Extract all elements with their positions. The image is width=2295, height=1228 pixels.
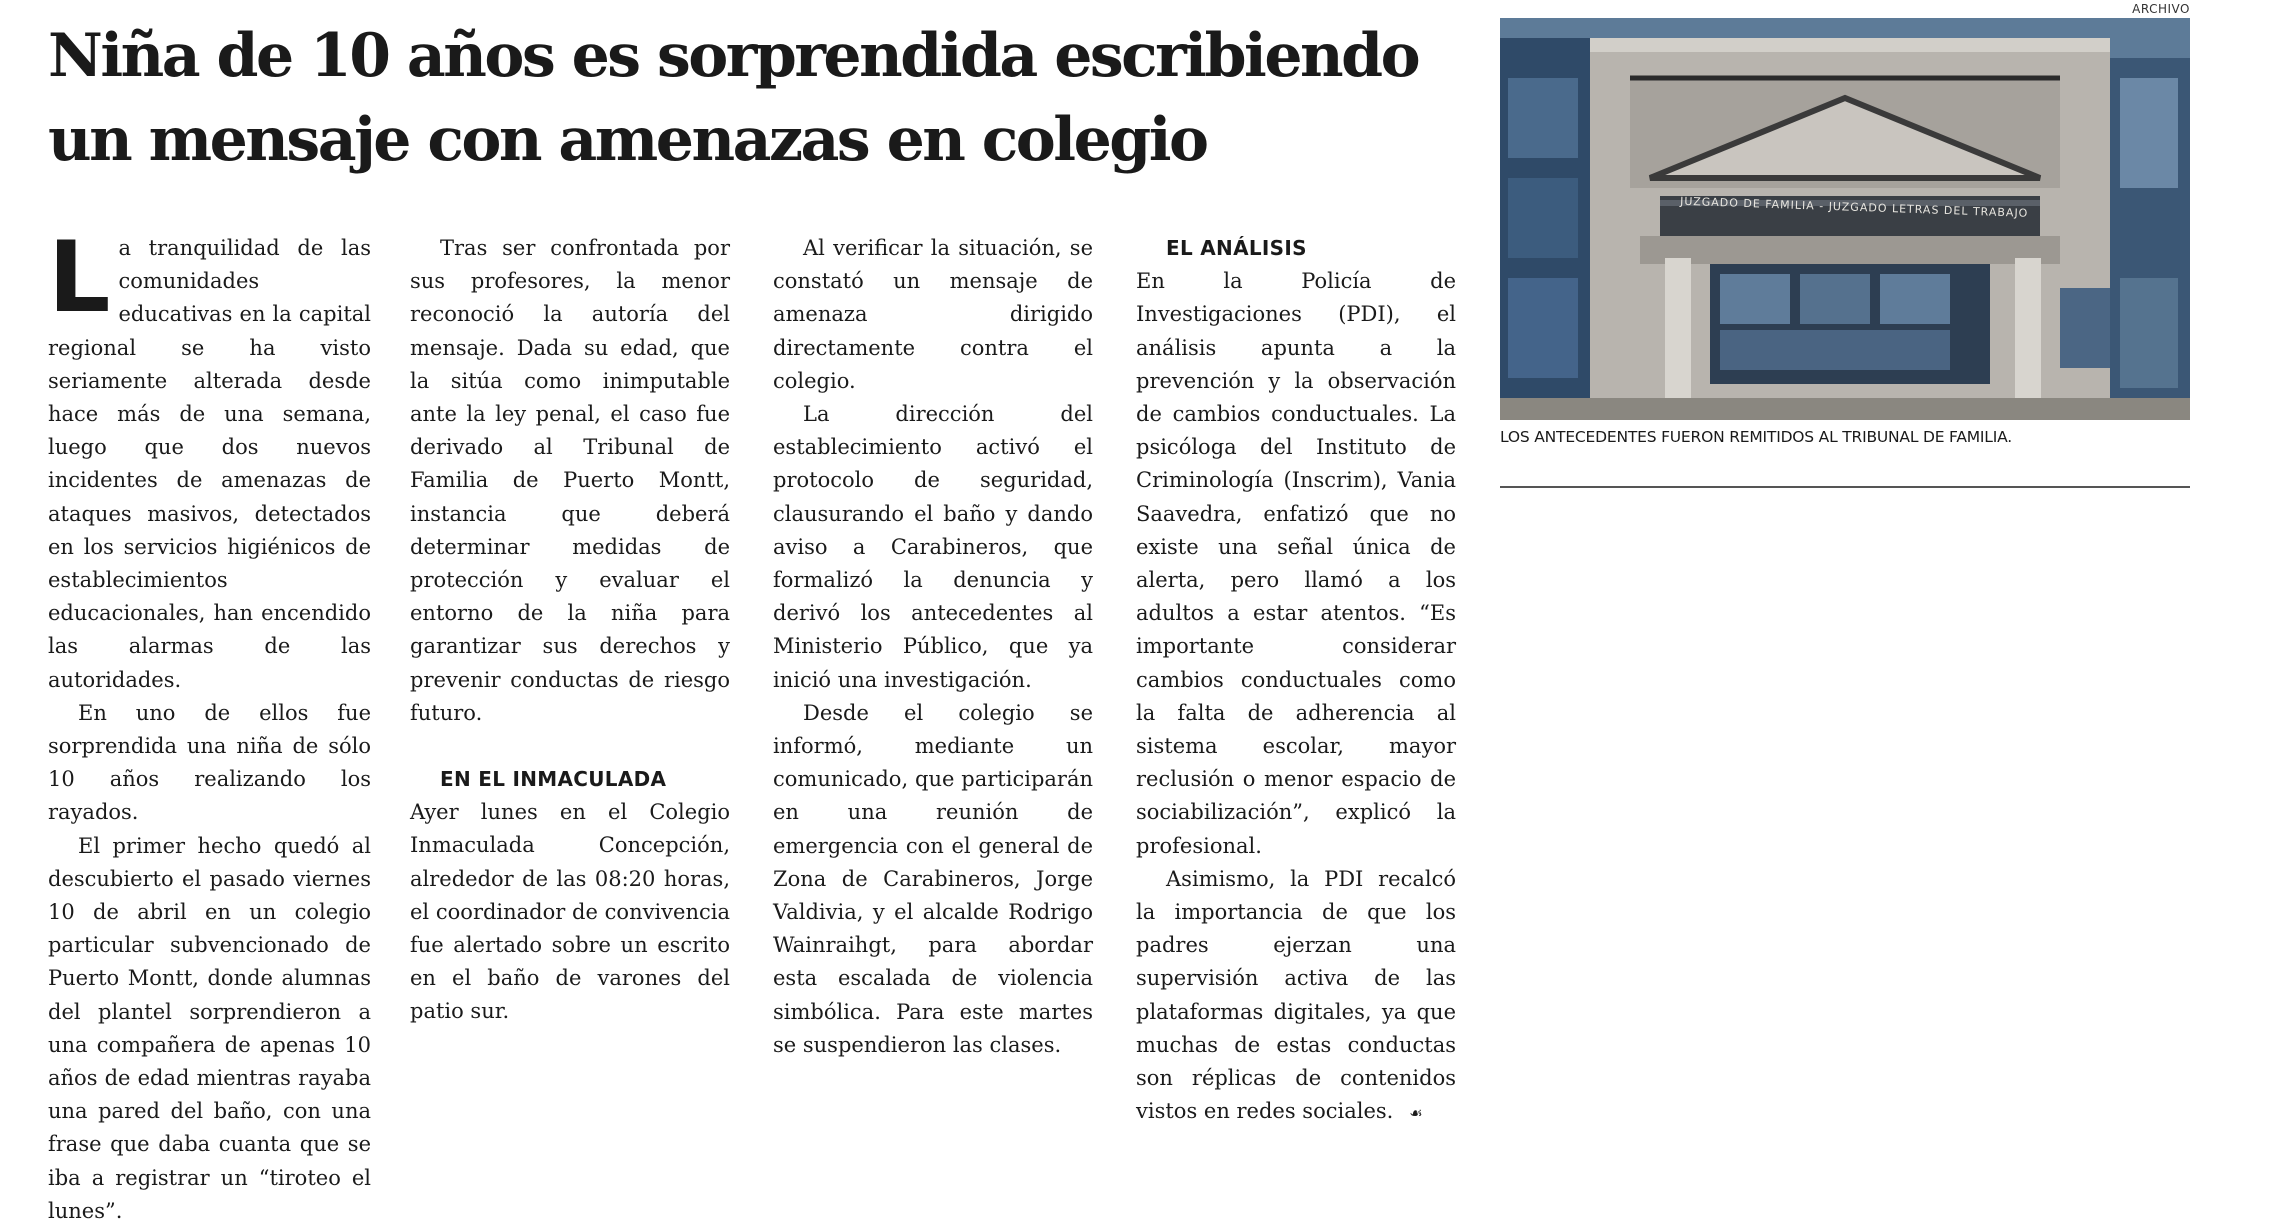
paragraph-4: Tras ser confrontada por sus profesores, la menor reconoció la autoría del mensaje. Dada su edad, que la sitúa como inimputable ante la ley penal, el caso fue derivado al Tribunal de Familia de Puerto Montt, instancia que deberá determinar medidas de protección y evaluar el entorno de la niña para garantizar sus derechos y prevenir conductas de riesgo futuro.: [410, 236, 730, 725]
article-column-3: [773, 232, 1093, 1062]
paragraph-3: El primer hecho quedó al descubierto el pasado viernes 10 de abril en un colegio particular subvencionado de Puerto Montt, donde alumnas del plantel sorprendieron a una compañera de apenas 10 años de edad mientras rayaba una pared del baño, con una frase que daba cuanta que se iba a registrar un “tiroteo el lunes”.: [48, 833, 371, 1223]
paragraph-10: [1136, 863, 1456, 1131]
article-column-1: [48, 221, 371, 1228]
end-of-article-icon: ☙: [1409, 1104, 1423, 1123]
subhead-inmaculada: EN EL INMACULADA: [440, 767, 667, 792]
article-column-4: [1136, 232, 1456, 1130]
building-sign: JUZGADO DE FAMILIA - JUZGADO LETRAS DEL TRABAJO: [1679, 194, 2029, 220]
paragraph-2: En uno de ellos fue sorprendida una niña de sólo 10 años realizando los rayados.: [48, 700, 371, 825]
paragraph-8: Desde el colegio se informó, mediante un comunicado, que participarán en una reunión de emergencia con el general de Zona de Carabineros, Jorge Valdivia, y el alcalde Rodrigo Wainraihgt, para abordar esta escalada de violencia simbólica. Para este martes se suspendieron las clases.: [773, 700, 1093, 1057]
article-column-2: [410, 232, 730, 1029]
photo-credit: ARCHIVO: [2132, 2, 2190, 16]
paragraph-9: En la Policía de Investigaciones (PDI), el análisis apunta a la prevención y la observación de cambios conductuales. La psicóloga del Instituto de Criminología (Inscrim), Vania Saavedra, enfatizó que no existe una señal única de alerta, pero llamó a los adultos a estar atentos. “Es importante considerar cambios conductuales como la falta de adherencia al sistema escolar, mayor reclusión o menor espacio de sociabilización”, explicó la profesional.: [1136, 269, 1456, 858]
article-photo: [1500, 18, 2190, 420]
paragraph-1: [48, 221, 371, 697]
photo-caption: LOS ANTECEDENTES FUERON REMITIDOS AL TRIBUNAL DE FAMILIA.: [1500, 428, 2012, 446]
subhead-analisis: EL ANÁLISIS: [1166, 236, 1307, 260]
paragraph-10-text: Asimismo, la PDI recalcó la importancia de que los padres ejerzan una supervisión activa de las plataformas digitales, ya que muchas de estas conductas son réplicas de contenidos vistos en redes sociales.: [1136, 866, 1456, 1124]
paragraph-1-text: a tranquilidad de las comunidades educativas en la capital regional se ha visto seriamente alterada desde hace más de una semana, luego que dos nuevos incidentes de amenazas de ataques masivos, detectados en los servicios higiénicos de establecimientos educacionales, han encendido las alarmas de las autoridades.: [48, 236, 371, 692]
dropcap: L: [48, 221, 111, 335]
caption-divider: [1500, 486, 2190, 488]
paragraph-7: La dirección del establecimiento activó el protocolo de seguridad, clausurando el baño y dando aviso a Carabineros, que formalizó la denuncia y derivó los antecedentes al Ministerio Público, que ya inició una investigación.: [773, 402, 1093, 692]
paragraph-5: Ayer lunes en el Colegio Inmaculada Concepción, alrededor de las 08:20 horas, el coordinador de convivencia fue alertado sobre un escrito en el baño de varones del patio sur.: [410, 800, 730, 1024]
courthouse-illustration: [1500, 18, 2190, 420]
headline: Niña de 10 años es sorprendida escribiendo un mensaje con amenazas en colegio: [48, 21, 1419, 175]
paragraph-6: Al verificar la situación, se constató un mensaje de amenaza dirigido directamente contra el colegio.: [773, 236, 1093, 393]
